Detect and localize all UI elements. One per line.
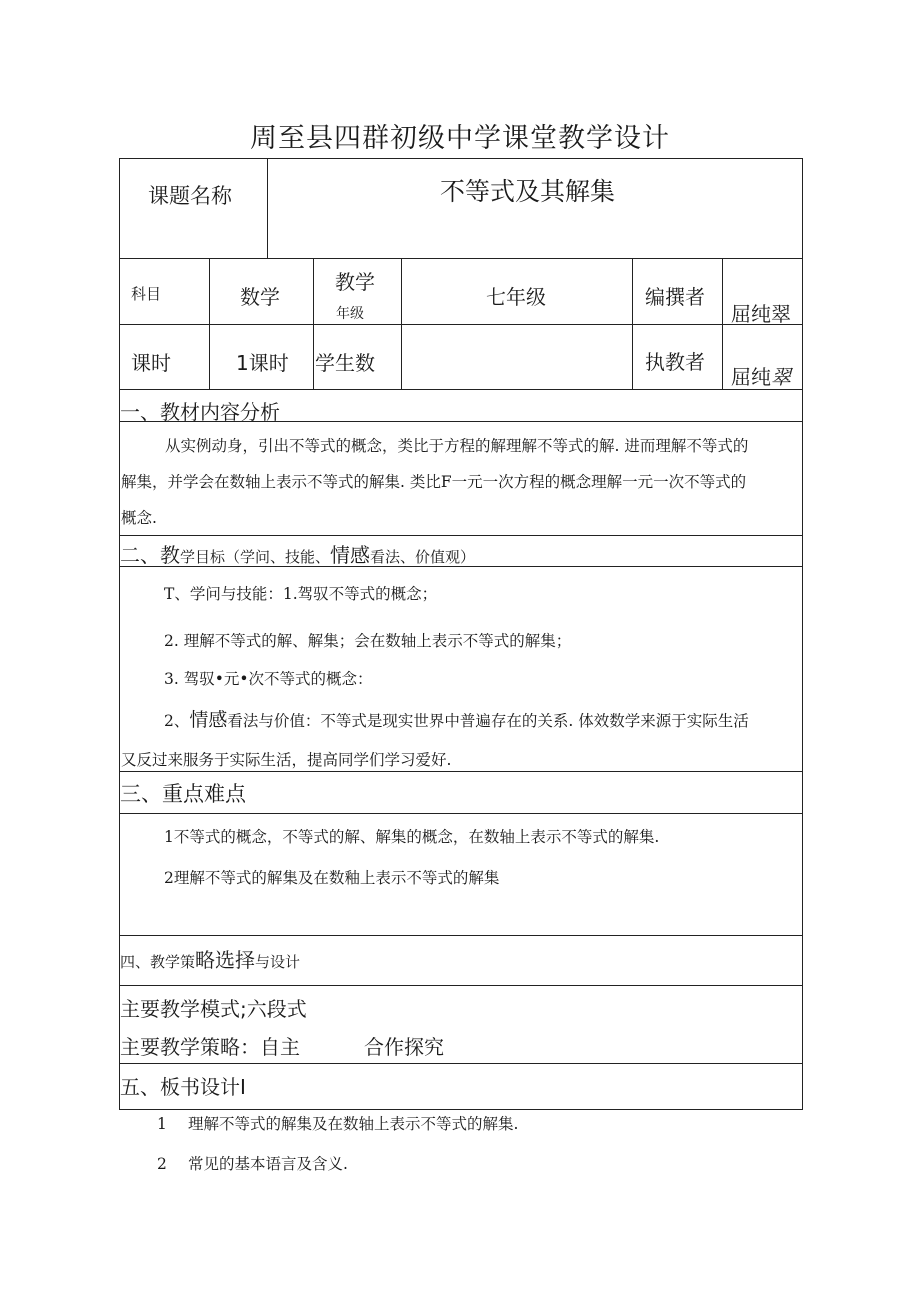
section-2-heading-c: 学目标（学问、技能、 (180, 548, 331, 566)
row-divider (119, 813, 803, 814)
students-label: 学生数 (315, 351, 375, 375)
board-item-number: 2 (157, 1155, 167, 1173)
col-divider (722, 258, 723, 389)
section-4-heading (120, 944, 300, 973)
author-value: 屈纯翠 (731, 302, 791, 326)
section-3-heading: 三、重点难点 (120, 782, 246, 806)
board-item-text: 常见的基本语言及含义. (188, 1155, 348, 1173)
row-divider (119, 324, 803, 325)
col-divider (401, 258, 402, 389)
teacher-value-a: 屈纯 (731, 365, 771, 389)
teaching-strategy-b: 合作探究 (364, 1035, 444, 1059)
section-2-heading-d: 情感 (330, 543, 371, 567)
section-2-item-3: 3. 驾驭•元•次不等式的概念： (164, 670, 373, 688)
section-1-line: 概念. (121, 509, 157, 527)
section-2-item-4-line-2: 又反过来服务于实际生活，提高同学们学习爱好. (121, 751, 452, 769)
section-1-line: 从实例动身，引出不等式的概念，类比于方程的解理解不等式的解. 进而理解不等式的 (165, 437, 749, 455)
topic-label: 课题名称 (148, 184, 232, 208)
col-divider (209, 258, 210, 389)
teacher-value-b: 翠 (771, 365, 791, 389)
teaching-mode: 主要教学模式;六段式 (120, 997, 307, 1021)
section-2-item-1: T、学问与技能：1.驾驭不等式的概念； (164, 585, 438, 603)
col-divider (313, 258, 314, 389)
section-4-heading-a: 四、教学策 (120, 953, 196, 971)
teacher-value (731, 361, 791, 390)
subject-value: 数学 (240, 285, 280, 309)
section-3-item-2: 2理解不等式的解集及在数釉上表示不等式的解集 (164, 869, 500, 887)
document-title: 周至县四群初级中学课堂教学设计 (250, 123, 670, 154)
section-1-heading: 一、教材内容分析 (120, 400, 280, 424)
col-divider (632, 258, 633, 389)
grade-label-small: 年级 (336, 306, 364, 322)
row-divider (119, 535, 803, 536)
row-divider (119, 389, 803, 390)
topic-value: 不等式及其解集 (440, 177, 616, 206)
teaching-strategy-a: 主要教学策略：自主 (120, 1035, 300, 1059)
section-2-item-4-b: 情感 (189, 709, 228, 731)
col-divider (267, 158, 268, 258)
section-2-item-4-a: 2、 (164, 712, 190, 730)
period-value: 1课时 (236, 351, 289, 375)
section-5-heading: 五、板书设计I (120, 1075, 246, 1099)
teacher-label: 执教者 (645, 350, 705, 374)
section-2-item-2: 2. 理解不等式的解、解集；会在数轴上表示不等式的解集； (164, 632, 572, 650)
author-label: 编撰者 (645, 285, 705, 309)
subject-label: 科目 (131, 285, 162, 303)
board-item-number: 1 (157, 1115, 167, 1133)
section-2-heading-a: 二、 (120, 543, 160, 567)
row-divider (119, 258, 803, 259)
row-divider (119, 985, 803, 986)
row-divider (119, 1063, 803, 1064)
grade-value: 七年级 (486, 285, 546, 309)
board-item-text: 理解不等式的解集及在数轴上表示不等式的解集. (188, 1115, 519, 1133)
section-2-heading-e: 看法、价值观） (370, 548, 476, 566)
section-2-item-4-c: 看法与价值：不等式是现实世界中普遍存在的关系. 体效数学来源于实际生活 (227, 712, 749, 730)
section-3-item-1: 1不等式的概念，不等式的解、解集的概念，在数轴上表示不等式的解集. (164, 828, 660, 846)
grade-label: 教学 (335, 270, 375, 294)
section-2-heading (120, 539, 475, 568)
section-2-item-4 (164, 702, 749, 739)
section-2-heading-b: 教 (160, 543, 180, 567)
period-label: 课时 (131, 351, 171, 375)
row-divider (119, 935, 803, 936)
section-1-line: 解集，并学会在数轴上表示不等式的解集. 类比F一元一次方程的概念理解一元一次不等式的 (121, 473, 747, 491)
section-4-heading-c: 与设计 (255, 953, 301, 971)
section-4-heading-b: 略选择 (195, 948, 256, 972)
